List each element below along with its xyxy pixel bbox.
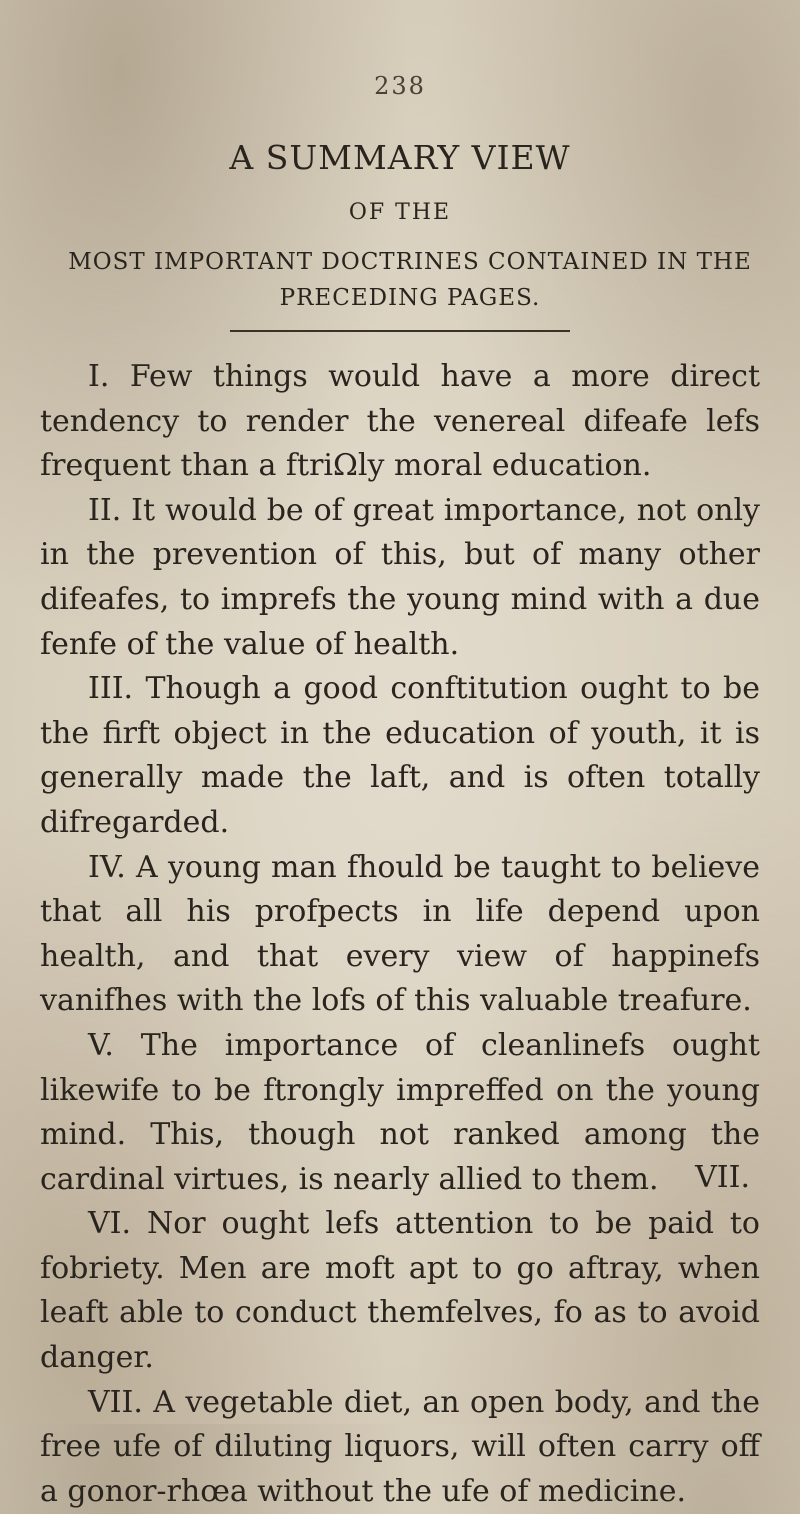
subtitle-of: OF THE — [348, 200, 452, 225]
divider-rule — [230, 330, 570, 332]
catchword: VII. — [695, 1160, 750, 1195]
paragraph-2: II. It would be of great importance, not only in the prevention of this, but of many other difeafes, to imprefs the young mind with a due fenfe of the value of health. — [40, 492, 760, 662]
paragraph-5: V. The importance of cleanlinefs ought likewife to be ftrongly impreffed on the young mind. This, though not ranked among the cardinal virtues, is nearly allied to them. — [40, 1027, 760, 1197]
paragraph-4: IV. A young man fhould be taught to believe that all his profpects in life depend upon health, and that every view of happinefs vanifhes with the lofs of this valuable treafure. — [40, 849, 760, 1019]
paragraph-3: III. Though a good conftitution ought to be the firft object in the education of youth, it is generally made the laft, and is often totally difregarded. — [40, 671, 760, 840]
body-text — [40, 355, 760, 1514]
page-number: 238 — [374, 72, 426, 100]
page-title: A SUMMARY VIEW — [229, 138, 571, 177]
paragraph-6: VI. Nor ought lefs attention to be paid to fobriety. Men are moft apt to go aftray, when leaft able to conduct themfelves, fo as to avoid danger. — [40, 1206, 760, 1376]
subtitle-main: MOST IMPORTANT DOCTRINES CONTAINED IN THE PRECEDING PAGES. — [68, 249, 752, 311]
paragraph-1: I. Few things would have a more direct tendency to render the venereal difeafe lefs frequent than a ftriΩly moral education. — [40, 359, 760, 484]
paragraph-7: VII. A vegetable diet, an open body, and the free ufe of diluting liquors, will often carry off a gonor-rhœa without the ufe of medicine. — [40, 1384, 760, 1509]
